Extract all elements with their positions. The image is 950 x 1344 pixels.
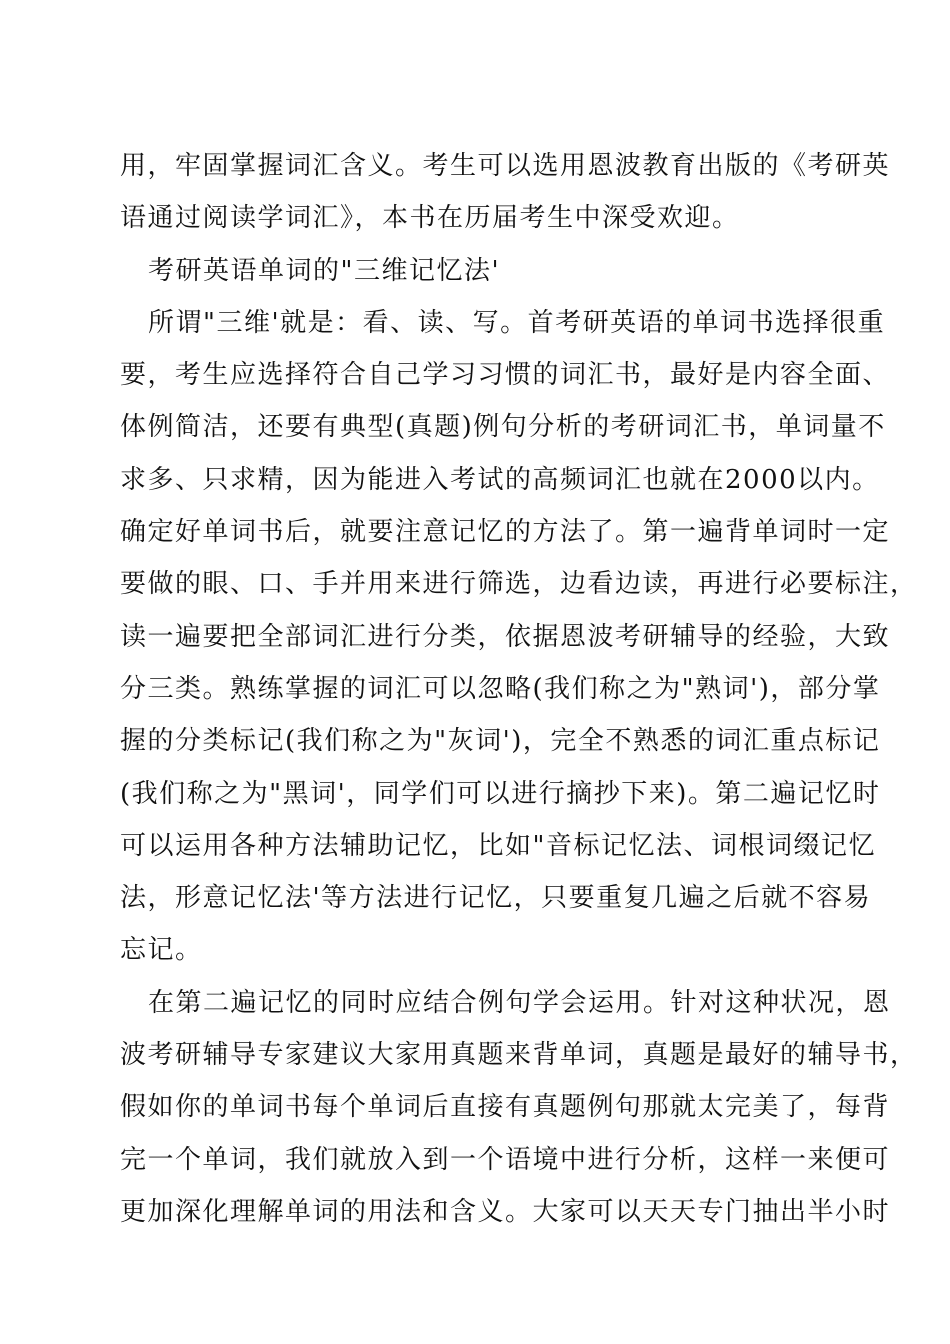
text-line: 所谓"三维'就是：看、读、写。首考研英语的单词书选择很重 [148, 307, 886, 338]
text-line: 求多、只求精，因为能进入考试的高频词汇也就在2000以内。 [120, 464, 880, 495]
text-line: 握的分类标记(我们称之为"灰词')，完全不熟悉的词汇重点标记 [120, 726, 881, 757]
text-line: 忘记。 [120, 935, 203, 966]
text-line: 用，牢固掌握词汇含义。考生可以选用恩波教育出版的《考研英 [120, 151, 891, 181]
text-line: 波考研辅导专家建议大家用真题来背单词，真题是最好的辅导书， [120, 1040, 918, 1071]
text-line: 假如你的单词书每个单词后直接有真题例句那就太完美了，每背 [120, 1092, 891, 1123]
text-line: 法，形意记忆法'等方法进行记忆，只要重复几遍之后就不容易 [120, 883, 872, 914]
section-heading: 考研英语单词的"三维记忆法' [148, 255, 501, 286]
text-line: 在第二遍记忆的同时应结合例句学会运用。针对这种状况，恩 [148, 987, 891, 1018]
text-line: 要，考生应选择符合自己学习习惯的词汇书，最好是内容全面、 [120, 360, 891, 391]
text-line: 确定好单词书后，就要注意记忆的方法了。第一遍背单词时一定 [120, 517, 891, 548]
text-line: 完一个单词，我们就放入到一个语境中进行分析，这样一来便可 [120, 1144, 891, 1175]
text-line: 体例简洁，还要有典型(真题)例句分析的考研词汇书，单词量不 [120, 412, 886, 443]
document-body [120, 146, 918, 1244]
text-line: 要做的眼、口、手并用来进行筛选，边看边读，再进行必要标注， [120, 569, 918, 600]
text-line: 分三类。熟练掌握的词汇可以忽略(我们称之为"熟词')，部分掌 [120, 673, 881, 704]
text-line: 可以运用各种方法辅助记忆，比如"音标记忆法、词根词缀记忆 [120, 830, 876, 861]
text-line: 语通过阅读学词汇》，本书在历届考生中深受欢迎。 [120, 203, 740, 234]
text-line: 更加深化理解单词的用法和含义。大家可以天天专门抽出半小时 [120, 1196, 891, 1227]
text-line: (我们称之为"黑词'，同学们可以进行摘抄下来)。第二遍记忆时 [120, 778, 881, 809]
text-line: 读一遍要把全部词汇进行分类，依据恩波考研辅导的经验，大致 [120, 621, 891, 652]
